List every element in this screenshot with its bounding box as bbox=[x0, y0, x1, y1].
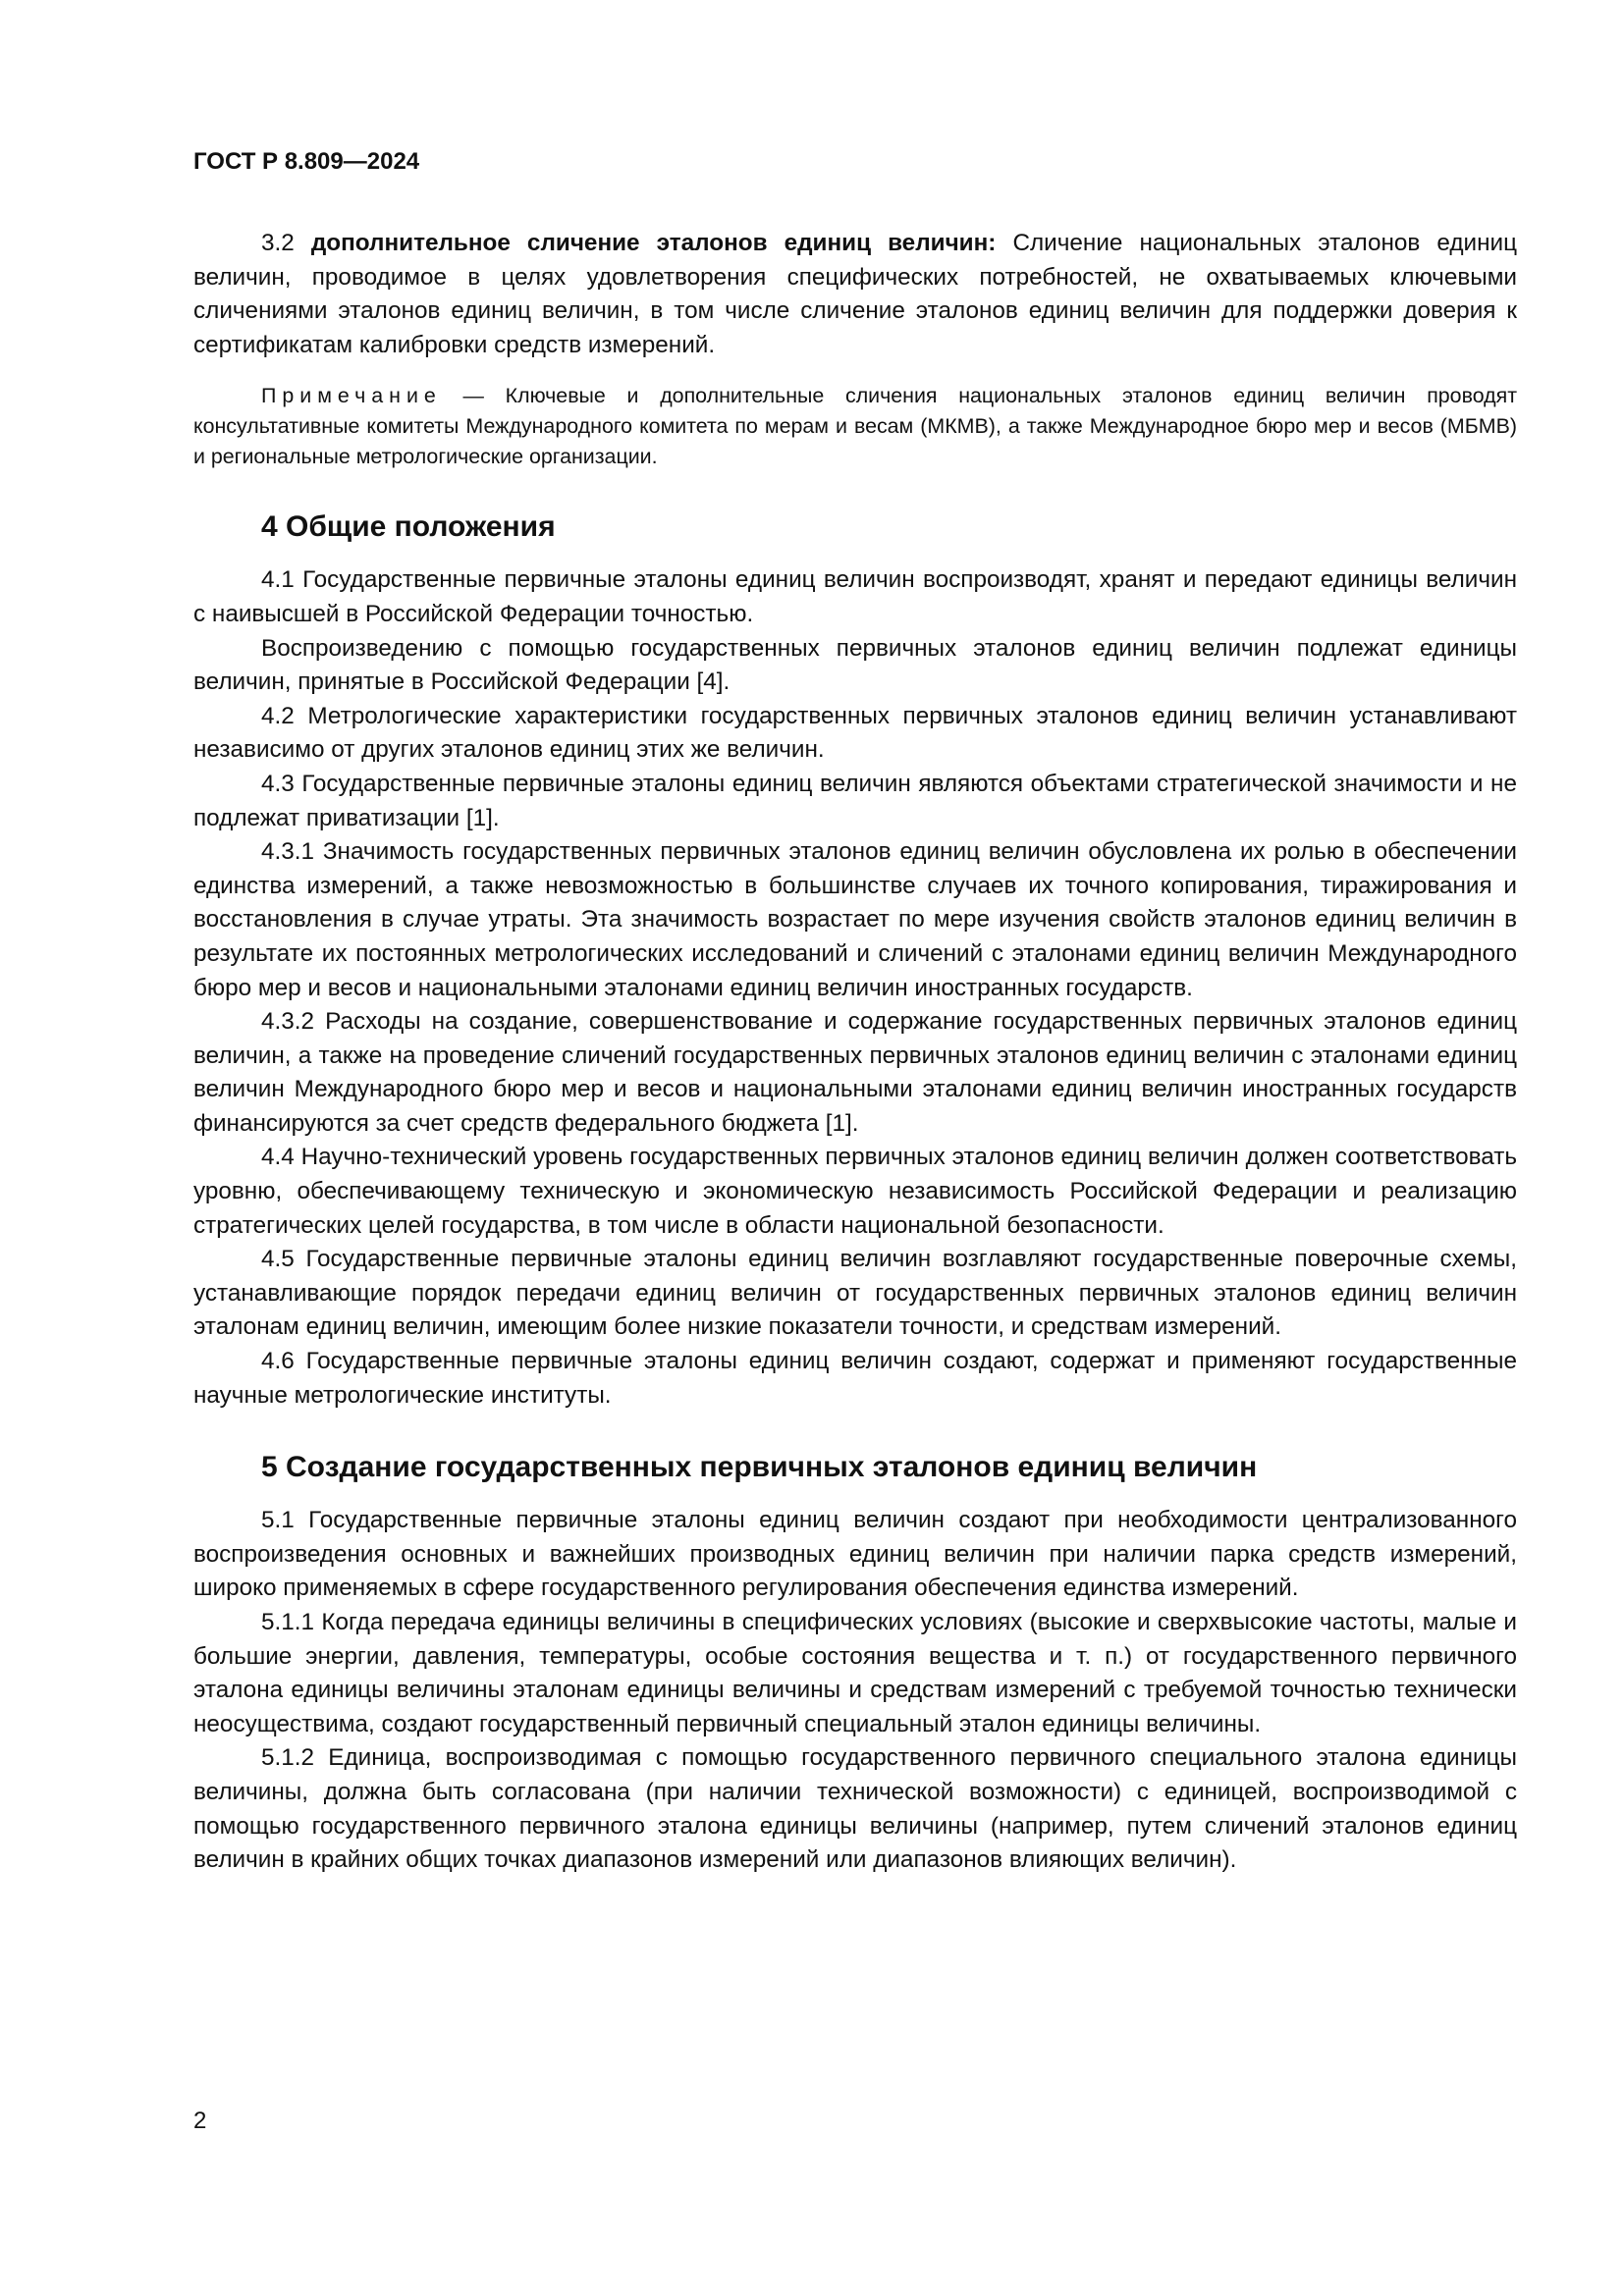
document-header: ГОСТ Р 8.809—2024 bbox=[193, 148, 420, 175]
clause-3-2-number: 3.2 bbox=[261, 230, 295, 256]
paragraph-4-4: 4.4 Научно-технический уровень государственных первичных эталонов единиц величин должен соответствовать уровню, обеспечивающему техническую и экономическую независимость Российской Федерации и реализацию стратегических целей государства, в том числе в области национальной безопасности. bbox=[193, 1144, 1517, 1239]
paragraph-4-6: 4.6 Государственные первичные эталоны единиц величин создают, содержат и применяют государственные научные метрологические институты. bbox=[193, 1348, 1517, 1409]
note bbox=[193, 381, 1517, 472]
document-page bbox=[193, 147, 1517, 1878]
paragraph-4-1-continued: Воспроизведению с помощью государственных первичных эталонов единиц величин подлежат единицы величин, принятые в Российской Федерации [4]. bbox=[193, 634, 1517, 696]
paragraph-5-1-1: 5.1.1 Когда передача единицы величины в специфических условиях (высокие и сверхвысокие частоты, малые и большие энергии, давления, температуры, особые состояния вещества и т. п.) от государственного первичного эталона единицы величины эталонам единицы величины и средствам измерений с требуемой точностью технически неосуществима, создают государственный первичный специальный эталон единицы величины. bbox=[193, 1609, 1517, 1737]
paragraph-5-1: 5.1 Государственные первичные эталоны единиц величин создают при необходимости централизованного воспроизведения основных и важнейших производных единиц величин при наличии парка средств измерений, широко применяемых в сфере государственного регулирования обеспечения единства измерений. bbox=[193, 1507, 1517, 1602]
paragraph-4-3-2: 4.3.2 Расходы на создание, совершенствование и содержание государственных первичных эталонов единиц величин, а также на проведение сличений государственных первичных эталонов единиц величин с эталонами единиц величин Международного бюро мер и весов и национальными эталонами единиц величин иностранных государств финансируются за счет средств федерального бюджета [1]. bbox=[193, 1008, 1517, 1137]
paragraph-4-3: 4.3 Государственные первичные эталоны единиц величин являются объектами стратегической значимости и не подлежат приватизации [1]. bbox=[193, 770, 1517, 831]
paragraph-4-3-1: 4.3.1 Значимость государственных первичных эталонов единиц величин обусловлена их ролью в обеспечении единства измерений, а также невозможностью в большинстве случаев их точного копирования, тиражирования и восстановления в случае утраты. Эта значимость возрастает по мере изучения свойств эталонов единиц величин в результате их постоянных метрологических исследований и сличений с эталонами единиц величин Международного бюро мер и весов и национальными эталонами единиц величин иностранных государств. bbox=[193, 838, 1517, 1001]
paragraph-4-5: 4.5 Государственные первичные эталоны единиц величин возглавляют государственные поверочные схемы, устанавливающие порядок передачи единиц величин от государственных первичных эталонов единиц величин эталонам единиц величин, имеющим более низкие показатели точности, и средствам измерений. bbox=[193, 1246, 1517, 1341]
note-text: — Ключевые и дополнительные сличения национальных эталонов единиц величин проводят консультативные комитеты Международного комитета по мерам и весам (МКМВ), а также Международное бюро мер и весов (МБМВ) и региональные метрологические организации. bbox=[193, 384, 1517, 469]
clause-3-2-definition: Сличение национальных эталонов единиц величин, проводимое в целях удовлетворения специфических потребностей, не охватываемых ключевыми сличениями эталонов единиц величин, в том числе сличение эталонов единиц величин для поддержки доверия к сертификатам калибровки средств измерений. bbox=[193, 230, 1517, 358]
section-4-heading: 4 Общие положения bbox=[261, 510, 556, 544]
clause-3-2-term: дополнительное сличение эталонов единиц величин: bbox=[310, 230, 997, 256]
page-number: 2 bbox=[193, 2108, 207, 2134]
note-label: Примечание bbox=[261, 384, 442, 408]
paragraph-5-1-2: 5.1.2 Единица, воспроизводимая с помощью государственного первичного специального эталона единицы величины, должна быть согласована (при наличии технической возможности) с единицей, воспроизводимой с помощью государственного первичного эталона единицы величины (например, путем сличений эталонов единиц величин в крайних общих точках диапазонов измерений или диапазонов влияющих величин). bbox=[193, 1744, 1517, 1874]
section-5-heading: 5 Создание государственных первичных эталонов единиц величин bbox=[261, 1451, 1258, 1484]
paragraph-4-2: 4.2 Метрологические характеристики государственных первичных эталонов единиц величин устанавливают независимо от других эталонов единиц этих же величин. bbox=[193, 702, 1517, 764]
clause-3-2 bbox=[193, 227, 1517, 362]
paragraph-4-1: 4.1 Государственные первичные эталоны единиц величин воспроизводят, хранят и передают единицы величин с наивысшей в Российской Федерации точностью. bbox=[193, 566, 1517, 627]
